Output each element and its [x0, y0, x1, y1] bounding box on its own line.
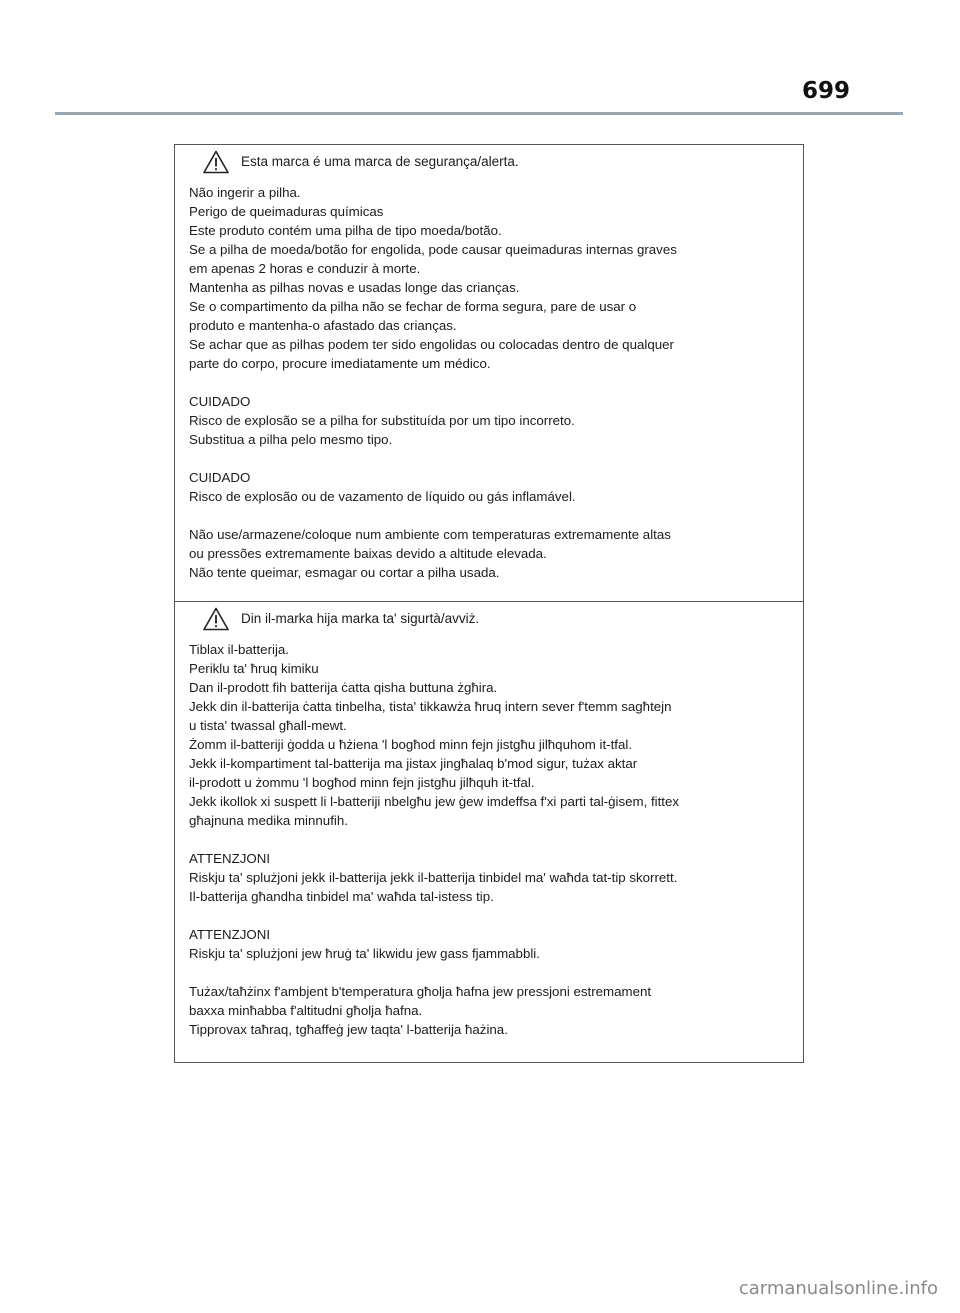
- text-line: Substitua a pilha pelo mesmo tipo.: [189, 432, 393, 447]
- caution-leak-pt: [189, 468, 789, 506]
- text-line: Não use/armazene/coloque num ambiente com temperaturas extremamente altas: [189, 527, 671, 542]
- text-line: Se o compartimento da pilha não se fechar de forma segura, pare de usar o: [189, 299, 637, 314]
- warning-heading-pt: [203, 145, 789, 179]
- caution-label: ATTENZJONI: [189, 851, 271, 866]
- text-line: Riskju ta' splużjoni jekk il-batterija jekk il-batterija tinbidel ma' waħda tat-tip skorrett.: [189, 870, 678, 885]
- battery-safety-notice: [174, 144, 804, 1063]
- text-line: Perigo de queimaduras químicas: [189, 204, 384, 219]
- text-line: Se achar que as pilhas podem ter sido engolidas ou colocadas dentro de qualquer: [189, 337, 674, 352]
- text-line: għajnuna medika minnufih.: [189, 813, 348, 828]
- section-portuguese: [175, 145, 803, 601]
- caution-leak-mt: [189, 925, 789, 963]
- text-line: em apenas 2 horas e conduzir à morte.: [189, 261, 421, 276]
- text-line: Jekk ikollok xi suspett li l-batteriji nbelgħu jew ġew imdeffsa f'xi parti tal-ġisem, fittex: [189, 794, 680, 809]
- text-line: Mantenha as pilhas novas e usadas longe das crianças.: [189, 280, 520, 295]
- battery-warning-pt: [189, 183, 789, 373]
- text-line: Jekk il-kompartiment tal-batterija ma jistax jingħalaq b'mod sigur, tużax aktar: [189, 756, 638, 771]
- text-line: Não tente queimar, esmagar ou cortar a pilha usada.: [189, 565, 500, 580]
- text-line: Il-batterija għandha tinbidel ma' waħda tal-istess tip.: [189, 889, 494, 904]
- text-line: Tużax/taħżinx f'ambjent b'temperatura għolja ħafna jew pressjoni estremament: [189, 984, 652, 999]
- text-line: ou pressões extremamente baixas devido a altitude elevada.: [189, 546, 547, 561]
- text-line: Tiblax il-batterija.: [189, 642, 290, 657]
- caution-explosion-pt: [189, 392, 789, 449]
- page-number: 699: [801, 78, 850, 104]
- warning-heading-text: Din il-marka hija marka ta' sigurtà/avviż.: [241, 611, 480, 626]
- site-watermark: carmanualsonline.info: [738, 1278, 938, 1299]
- text-line: Jekk din il-batterija ċatta tinbelha, tista' tikkawża ħruq intern sever f'temm sagħtejn: [189, 699, 672, 714]
- text-line: il-prodott u żommu 'l bogħod minn fejn jistgħu jilħquh it-tfal.: [189, 775, 535, 790]
- caution-label: CUIDADO: [189, 470, 251, 485]
- text-line: Risco de explosão se a pilha for substituída por um tipo incorreto.: [189, 413, 575, 428]
- caution-label: CUIDADO: [189, 394, 251, 409]
- warning-heading-text: Esta marca é uma marca de segurança/alerta.: [241, 154, 519, 169]
- text-line: parte do corpo, procure imediatamente um médico.: [189, 356, 491, 371]
- warning-triangle-icon: [203, 150, 229, 174]
- environment-warning-pt: [189, 525, 789, 582]
- text-line: Żomm il-batteriji ġodda u ħżiena 'l bogħod minn fejn jistgħu jilħquhom it-tfal.: [189, 737, 633, 752]
- text-line: Tipprovax taħraq, tgħaffeġ jew taqta' l-batterija ħażina.: [189, 1022, 508, 1037]
- text-line: Periklu ta' ħruq kimiku: [189, 661, 319, 676]
- text-line: Não ingerir a pilha.: [189, 185, 301, 200]
- text-line: baxxa minħabba f'altitudni għolja ħafna.: [189, 1003, 423, 1018]
- warning-heading-mt: [203, 602, 789, 636]
- section-maltese: [175, 601, 803, 1063]
- text-line: Este produto contém uma pilha de tipo moeda/botão.: [189, 223, 502, 238]
- caution-label: ATTENZJONI: [189, 927, 271, 942]
- environment-warning-mt: [189, 982, 789, 1039]
- warning-triangle-icon: [203, 607, 229, 631]
- text-line: Dan il-prodott fih batterija ċatta qisha buttuna żgħira.: [189, 680, 498, 695]
- text-line: Risco de explosão ou de vazamento de líquido ou gás inflamável.: [189, 489, 576, 504]
- text-line: Se a pilha de moeda/botão for engolida, pode causar queimaduras internas graves: [189, 242, 677, 257]
- text-line: Riskju ta' splużjoni jew ħruġ ta' likwidu jew gass fjammabbli.: [189, 946, 540, 961]
- battery-warning-mt: [189, 640, 789, 830]
- text-line: u tista' twassal għall-mewt.: [189, 718, 347, 733]
- caution-explosion-mt: [189, 849, 789, 906]
- header-divider: [55, 112, 903, 115]
- text-line: produto e mantenha-o afastado das crianças.: [189, 318, 457, 333]
